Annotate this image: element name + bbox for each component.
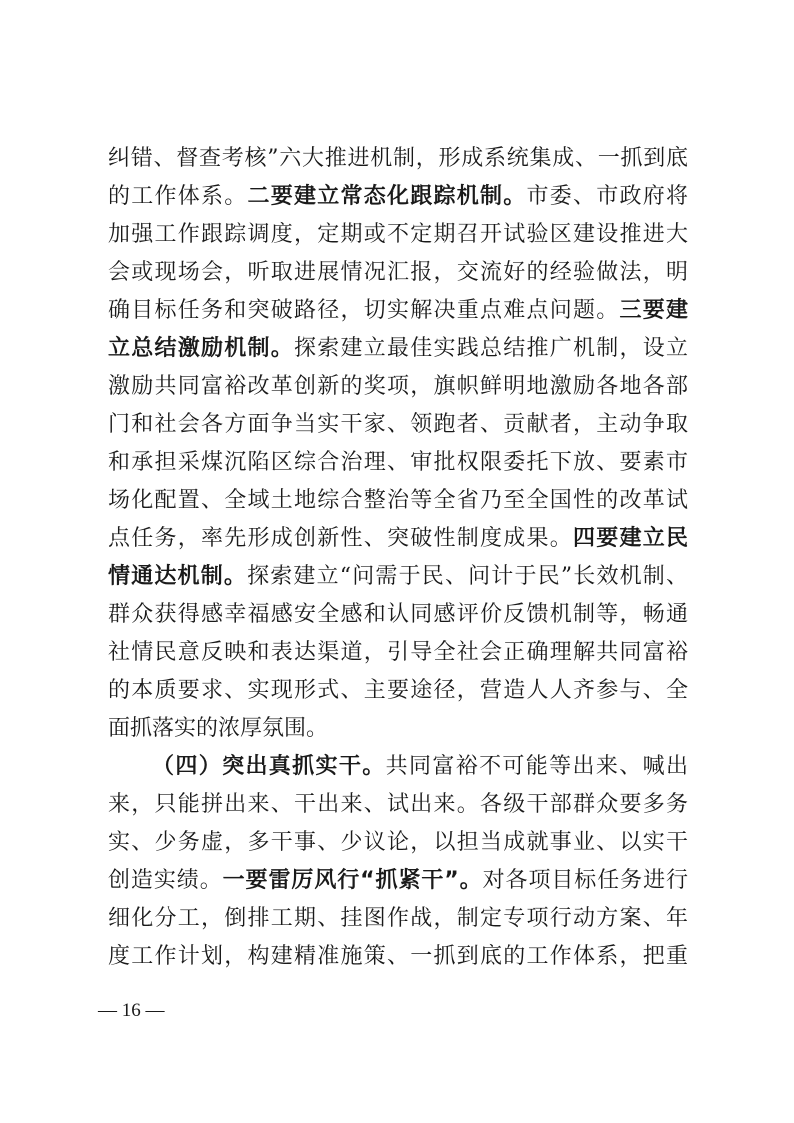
text-line xyxy=(108,786,688,824)
text-run: 和承担采煤沉陷区综合治理、审批权限委托下放、要素市 xyxy=(108,450,688,475)
section-heading: （四）突出真抓实干。 xyxy=(152,754,386,779)
text-run: 确目标任务和突破路径，切实解决重点难点问题。 xyxy=(108,298,620,323)
text-line xyxy=(108,330,688,368)
bold-heading-run: 一要雷厉风行“抓紧干”。 xyxy=(222,868,483,893)
text-line xyxy=(108,596,688,634)
text-run: 加强工作跟踪调度，定期或不定期召开试验区建设推进大 xyxy=(108,222,688,247)
text-run: 探索建立“问需于民、问计于民”长效机制、 xyxy=(247,564,688,589)
text-run: 纠错、督查考核”六大推进机制，形成系统集成、一抓到底 xyxy=(108,146,688,171)
bold-heading-run: 四要建立民 xyxy=(572,526,688,551)
text-run: 创造实绩。 xyxy=(108,868,223,893)
text-line xyxy=(108,558,688,596)
text-line xyxy=(108,406,688,444)
text-line xyxy=(108,710,688,748)
text-line xyxy=(108,140,688,178)
text-run: 对各项目标任务进行 xyxy=(482,868,688,893)
text-line xyxy=(108,824,688,862)
text-run: 度工作计划，构建精准施策、一抓到底的工作体系，把重 xyxy=(108,944,688,969)
text-line xyxy=(108,862,688,900)
page-number: — 16 — xyxy=(98,1000,165,1021)
text-run: 点任务，率先形成创新性、突破性制度成果。 xyxy=(108,526,573,551)
text-line xyxy=(108,520,688,558)
text-run: 来，只能拼出来、干出来、试出来。各级干部群众要多务 xyxy=(108,792,688,817)
text-line xyxy=(108,900,688,938)
text-run: 实、少务虚，多干事、少议论，以担当成就事业、以实干 xyxy=(108,830,688,855)
text-run: 市委、市政府将 xyxy=(526,184,688,209)
text-run: 的本质要求、实现形式、主要途径，营造人人齐参与、全 xyxy=(108,678,688,703)
text-run: 群众获得感幸福感安全感和认同感评价反馈机制等，畅通 xyxy=(108,602,688,627)
text-run: 的工作体系。 xyxy=(108,184,248,209)
bold-heading-run: 情通达机制。 xyxy=(108,564,248,589)
text-run: 细化分工，倒排工期、挂图作战，制定专项行动方案、年 xyxy=(108,906,688,931)
bold-heading-run: 立总结激励机制。 xyxy=(108,336,294,361)
text-line xyxy=(108,938,688,976)
text-run: 门和社会各方面争当实干家、领跑者、贡献者，主动争取 xyxy=(108,412,688,437)
text-line xyxy=(108,178,688,216)
text-line xyxy=(108,672,688,710)
text-run: 探索建立最佳实践总结推广机制，设立 xyxy=(294,336,688,361)
text-line xyxy=(108,748,688,786)
bold-heading-run: 三要建 xyxy=(619,298,688,323)
text-run: 社情民意反映和表达渠道，引导全社会正确理解共同富裕 xyxy=(108,640,688,665)
text-line xyxy=(108,368,688,406)
text-line xyxy=(108,254,688,292)
text-line xyxy=(108,634,688,672)
bold-heading-run: 二要建立常态化跟踪机制。 xyxy=(247,184,527,209)
document-body xyxy=(108,140,688,976)
text-line xyxy=(108,444,688,482)
text-run: 激励共同富裕改革创新的奖项，旗帜鲜明地激励各地各部 xyxy=(108,374,688,399)
text-run: 共同富裕不可能等出来、喊出 xyxy=(385,754,688,779)
text-run: 场化配置、全域土地综合整治等全省乃至全国性的改革试 xyxy=(108,488,688,513)
text-run: 会或现场会，听取进展情况汇报，交流好的经验做法，明 xyxy=(108,260,688,285)
text-line xyxy=(108,482,688,520)
text-run: 面抓落实的浓厚氛围。 xyxy=(108,716,329,741)
text-line xyxy=(108,292,688,330)
text-line xyxy=(108,216,688,254)
